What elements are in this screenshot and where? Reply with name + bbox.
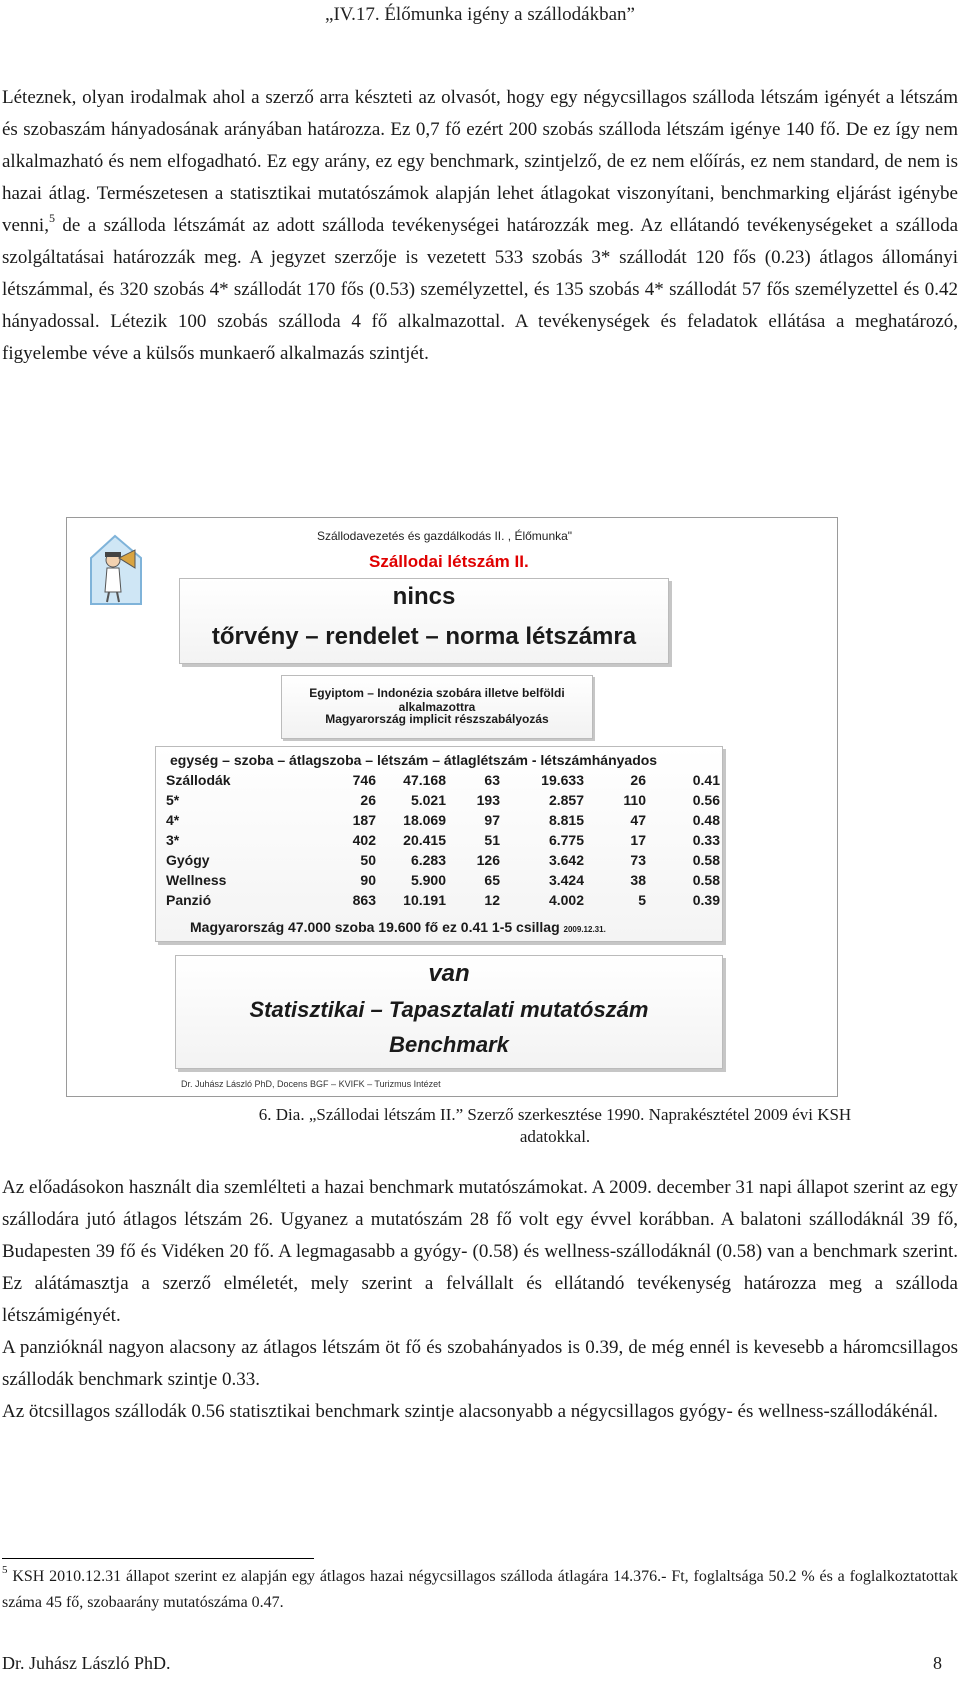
slide-box-van (175, 955, 723, 1069)
table-cell: 90 (360, 872, 376, 888)
slide-figure (66, 517, 838, 1097)
table-summary-date: 2009.12.31. (563, 925, 606, 934)
table-row (156, 772, 722, 790)
footnote-text: KSH 2010.12.31 állapot szerint ez alapján egy átlagos hazai négycsillagos szálloda átlagára 14.376.- Ft, foglaltsága 50.2 % és a foglalkoztatottak száma 45 fő, szobaarány mutatószáma 0.47. (2, 1568, 958, 1611)
paragraph-1-text-a: Léteznek, olyan irodalmak ahol a szerző arra készteti az olvasót, hogy egy négycsillagos szálloda létszám igényét a létszám és szobaszám hányadosának arányában határozza. Ez 0,7 fő ezért 200 szobás szálloda létszám igénye 140 fő. De ez így nem alkalmazható és nem elfogadható. Ez egy arány, ez egy benchmark, szintjelző, de ez nem előírás, ez nem standard, de nem is hazai átlag. Természetesen a statisztikai mutatószámok alapján lehet átlagokat viszonyítani, benchmarking eljárást igénybe venni, (2, 87, 958, 236)
paragraph-1-text-b: de a szálloda létszámát az adott szálloda tevékenységei határozzák meg. Az ellátandó tevékenységeket a szálloda szolgáltatásai határozzák meg. A jegyzet szerzője is vezetett 533 szobás 3* szállodát 120 fős (0.23) átlagos állományi létszámmal, és 320 szobás 4* szállodát 170 fős (0.53) személyzettel, és 135 szobás 4* szállodát 57 fős személyzettel és 0.42 hányadossal. Létezik 100 szobás szálloda 4 fő alkalmazottal. A tevékenységek és feladatok ellátása a meghatározó, figyelembe véve a külsős munkaerő alkalmazás szintjét. (2, 215, 958, 364)
table-row (156, 872, 722, 890)
table-cell: 0.58 (692, 852, 720, 868)
table-cell: 47.168 (403, 772, 446, 788)
table-cell: 5* (166, 792, 180, 808)
table-cell: 6.283 (410, 852, 446, 868)
paragraph-4: Az ötcsillagos szállodák 0.56 statisztikai benchmark szintje alacsonyabb a négycsillagos gyógy- és wellness-szállodákénál. (2, 1401, 939, 1422)
table-cell: 50 (360, 852, 376, 868)
table-cell: 0.39 (692, 892, 720, 908)
slide-box-nincs (179, 578, 669, 664)
table-cell: 19.633 (541, 772, 584, 788)
table-cell: 4* (166, 812, 180, 828)
table-cell: 8.815 (548, 812, 584, 828)
table-cell: 0.33 (692, 832, 720, 848)
table-cell: 38 (630, 872, 646, 888)
table-header: egység – szoba – átlagszoba – létszám – átlaglétszám - létszámhányados (170, 752, 658, 768)
figure-caption (250, 1104, 860, 1148)
table-cell: 26 (360, 792, 376, 808)
table-summary-text: Magyarország 47.000 szoba 19.600 fő ez 0.41 1-5 csillag (190, 919, 560, 935)
footnote-reference: 5 (48, 211, 55, 225)
table-cell: 51 (484, 832, 500, 848)
table-cell: 63 (484, 772, 500, 788)
paragraph-1 (2, 82, 958, 370)
table-cell: 20.415 (403, 832, 446, 848)
table-cell: 65 (484, 872, 500, 888)
table-cell: 3* (166, 832, 180, 848)
table-cell: 193 (476, 792, 500, 808)
table-cell: 863 (352, 892, 376, 908)
paragraph-2: Az előadásokon használt dia szemlélteti a hazai benchmark mutatószámokat. A 2009. december 31 napi állapot szerint az egy szállodára jutó átlagos létszám 26. Ugyanez a mutatószám 28 fő volt egy évvel korábban. A balatoni szállodáknál 39 fő, Budapesten 39 fő és Vidéken 20 fő. A legmagasabb a gyógy- (0.58) és wellness-szállodáknál (0.58) van a benchmark szerint. Ez alátámasztja a szerző elméletét, mely szerint a felvállalt és ellátandó tevékenység határozza meg a szálloda létszámigényét. (2, 1177, 958, 1326)
table-row (156, 792, 722, 810)
table-cell: 0.48 (692, 812, 720, 828)
table-cell: 97 (484, 812, 500, 828)
caption-line1: 6. Dia. „Szállodai létszám II.” Szerző szerkesztése 1990. Naprakésztétel 2009 évi KSH (258, 1105, 852, 1124)
box-van-line3: Benchmark (389, 1032, 509, 1057)
body-text-block (2, 1172, 958, 1428)
box-van-line1: van (428, 960, 470, 987)
table-cell: 73 (630, 852, 646, 868)
slide-title: Szállodai létszám II. (369, 552, 529, 571)
table-cell: Gyógy (166, 852, 210, 868)
slide-footer: Dr. Juhász László PhD, Docens BGF – KVIFK – Turizmus Intézet (181, 1079, 441, 1089)
table-cell: 126 (476, 852, 500, 868)
slide-box-regulation (281, 675, 593, 739)
table-cell: 5.021 (410, 792, 446, 808)
table-cell: Panzió (166, 892, 212, 908)
table-cell: 746 (352, 772, 376, 788)
table-row (156, 892, 722, 910)
footnote-divider (2, 1558, 314, 1559)
table-cell: 0.56 (692, 792, 720, 808)
table-summary (190, 919, 606, 935)
table-cell: 3.424 (548, 872, 584, 888)
slide-course-name: Szállodavezetés és gazdálkodás II. , Élőmunka" (317, 529, 573, 543)
caption-line2: adatokkal. (519, 1127, 591, 1146)
table-cell: 110 (623, 792, 646, 808)
table-row (156, 812, 722, 830)
table-cell: 47 (630, 812, 646, 828)
table-cell: Szállodák (166, 772, 231, 788)
table-cell: 3.642 (548, 852, 584, 868)
table-cell: 17 (630, 832, 646, 848)
table-row (156, 852, 722, 870)
table-cell: 0.58 (692, 872, 720, 888)
table-cell: 5 (638, 892, 646, 908)
box-regulation-line2: Magyarország implicit részszabályozás (325, 712, 549, 726)
box-nincs-line1: nincs (392, 583, 456, 610)
table-cell: 0.41 (692, 772, 720, 788)
town-crier-icon (85, 530, 149, 608)
box-van-line2: Statisztikai – Tapasztalati mutatószám (249, 997, 649, 1022)
box-regulation-line1: Egyiptom – Indonézia szobára illetve belföldi alkalmazottra (309, 686, 565, 714)
slide-statistics-table (155, 746, 723, 942)
table-cell: 12 (484, 892, 500, 908)
paragraph-3: A panzióknál nagyon alacsony az átlagos létszám öt fő és szobahányados is 0.39, de még ennél is kevesebb a háromcsillagos szállodák benchmark szintje 0.33. (2, 1337, 958, 1390)
table-cell: Wellness (166, 872, 227, 888)
table-cell: 10.191 (403, 892, 446, 908)
box-nincs-line2: tőrvény – rendelet – norma létszámra (211, 623, 637, 650)
table-cell: 18.069 (403, 812, 446, 828)
table-cell: 26 (630, 772, 646, 788)
footnote-number: 5 (2, 1564, 8, 1576)
footnote (2, 1564, 958, 1616)
table-cell: 6.775 (548, 832, 584, 848)
table-cell: 2.857 (548, 792, 584, 808)
table-cell: 5.900 (410, 872, 446, 888)
table-cell: 187 (352, 812, 376, 828)
table-cell: 4.002 (548, 892, 584, 908)
table-row (156, 832, 722, 850)
table-cell: 402 (352, 832, 376, 848)
page-number: 8 (933, 1653, 942, 1673)
footer-author: Dr. Juhász László PhD. (2, 1653, 171, 1673)
page-header-title: „IV.17. Élőmunka igény a szállodákban” (325, 4, 635, 25)
